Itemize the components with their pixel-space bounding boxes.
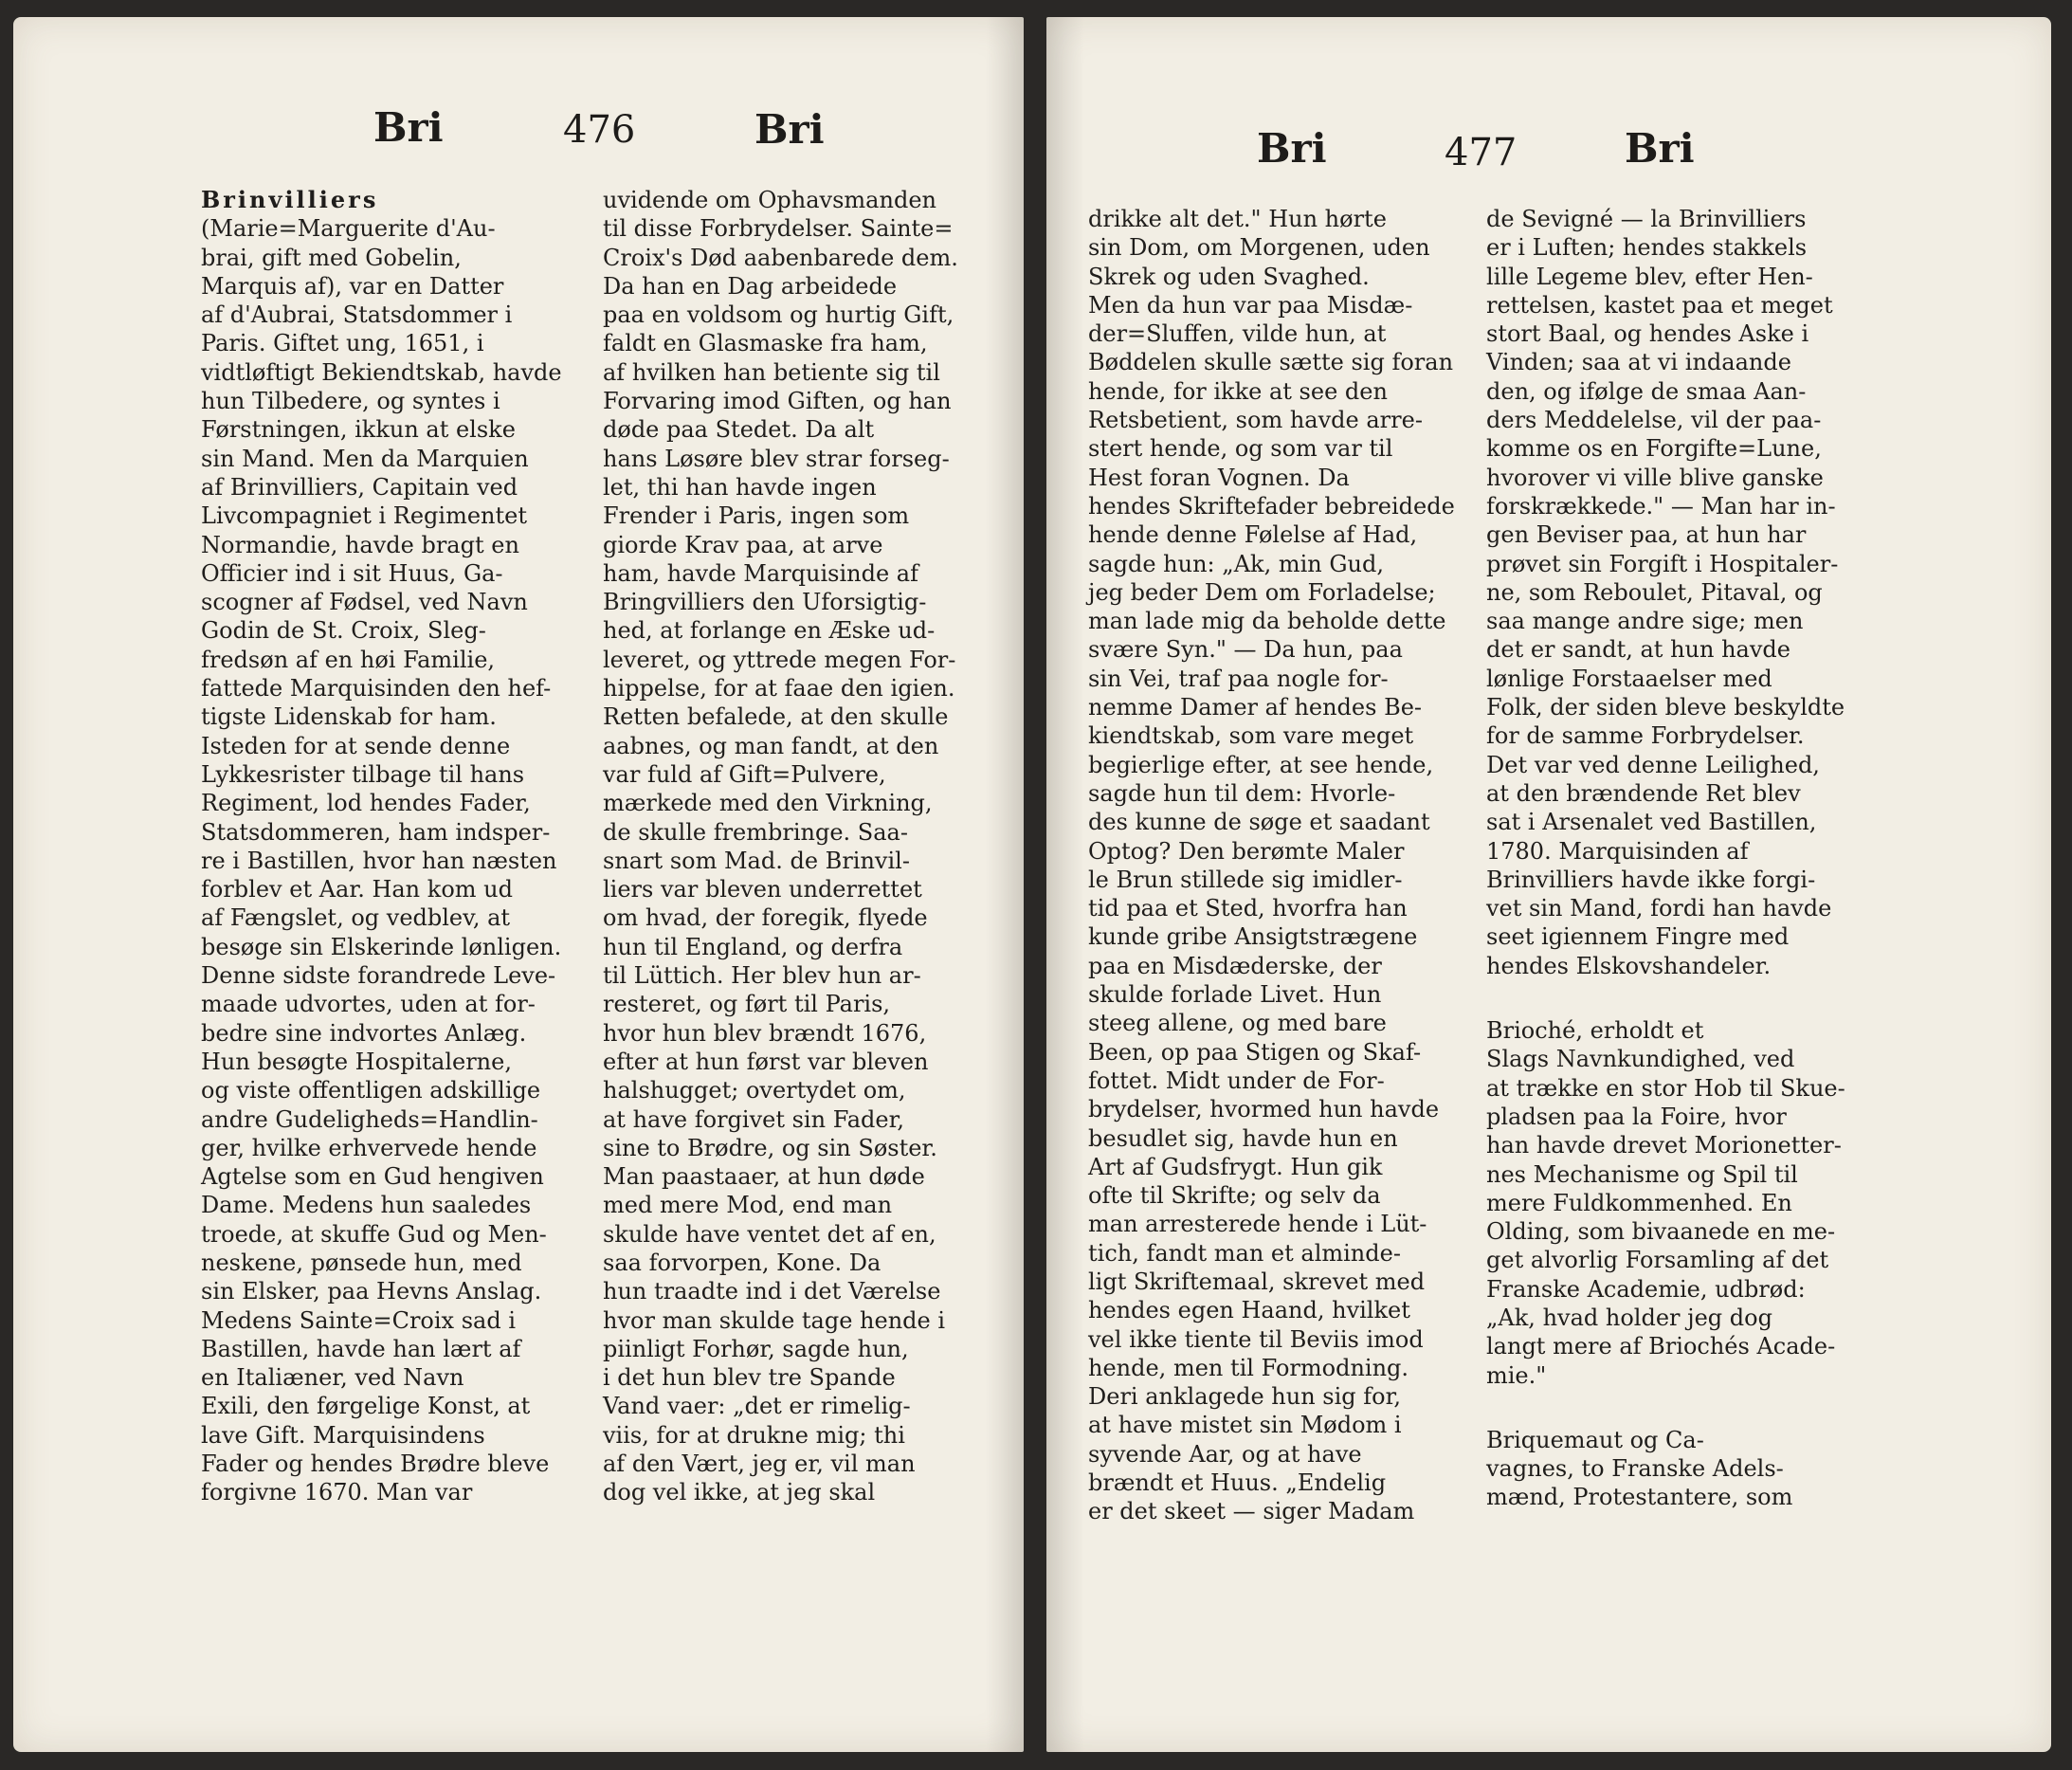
text-line: Denne sidste forandrede Leve-	[201, 962, 556, 990]
text-line: brændt et Huus. „Endelig	[1088, 1469, 1387, 1497]
text-line: med mere Mod, end man	[603, 1192, 893, 1219]
text-line: halshugget; overtydet om,	[603, 1077, 906, 1104]
text-line: Normandie, havde bragt en	[201, 531, 519, 558]
left-running-head-left: Bri	[373, 104, 444, 151]
text-line: ger, hvilke erhvervede hende	[201, 1134, 537, 1161]
text-line: at have mistet sin Mødom i	[1088, 1412, 1402, 1439]
text-line: er det skeet — siger Madam	[1088, 1498, 1415, 1525]
left-page-column-1	[201, 186, 584, 1507]
text-line: Livcompagniet i Regimentet	[201, 502, 527, 530]
text-line: Slags Navnkundighed, ved	[1486, 1046, 1795, 1073]
text-line: Art af Gudsfrygt. Hun gik	[1088, 1153, 1383, 1180]
text-line: Croix's Død aabenbarede dem.	[603, 244, 958, 271]
text-line: Agtelse som en Gud hengiven	[201, 1163, 544, 1191]
text-line: get alvorlig Forsamling af det	[1486, 1247, 1829, 1274]
text-line: aabnes, og man fandt, at den	[603, 732, 939, 759]
text-line: for de samme Forbrydelser.	[1486, 722, 1805, 750]
text-line: Frender i Paris, ingen som	[603, 502, 910, 530]
text-line: sin Elsker, paa Hevns Anslag.	[201, 1278, 542, 1305]
text-line: i det hun blev tre Spande	[603, 1364, 896, 1392]
text-line: hende denne Følelse af Had,	[1088, 521, 1418, 549]
text-line: jeg beder Dem om Forladelse;	[1088, 578, 1436, 606]
text-line: besøge sin Elskerinde lønligen.	[201, 933, 562, 960]
text-line: let, thi han havde ingen	[603, 473, 877, 501]
text-line: hendes Skriftefader bebreidede	[1088, 492, 1455, 520]
text-line: døde paa Stedet. Da alt	[603, 416, 875, 444]
text-line: Optog? Den berømte Maler	[1088, 837, 1405, 865]
text-line: Retsbetient, som havde arre-	[1088, 407, 1423, 434]
text-line: nemme Damer af hendes Be-	[1088, 694, 1423, 721]
text-line: om hvad, der foregik, flyede	[603, 904, 928, 932]
text-line: Det var ved denne Leilighed,	[1486, 751, 1820, 778]
text-line: hvorover vi ville blive ganske	[1486, 464, 1824, 491]
spine-shadow	[1046, 17, 1084, 1752]
text-line: Briquemaut og Ca-	[1486, 1426, 1704, 1453]
right-running-head-right: Bri	[1625, 125, 1695, 172]
text-line: hans Løsøre blev strar forseg-	[603, 445, 950, 472]
text-line: andre Gudeligheds=Handlin-	[201, 1105, 538, 1133]
text-line: Brioché, erholdt et	[1486, 1017, 1704, 1045]
text-line: Olding, som bivaanede en me-	[1486, 1218, 1836, 1246]
text-line: uvidende om Ophavsmanden	[603, 187, 936, 213]
text-line: hvor man skulde tage hende i	[603, 1306, 946, 1334]
text-line: (Marie=Marguerite d'Au-	[201, 215, 496, 243]
text-line: Man paastaaer, at hun døde	[603, 1163, 925, 1191]
text-line: sine to Brødre, og sin Søster.	[603, 1134, 937, 1161]
text-line: pladsen paa la Foire, hvor	[1486, 1103, 1787, 1130]
text-line: forskrækkede." — Man har in-	[1486, 492, 1836, 520]
text-line: Brinvilliers havde ikke forgi-	[1486, 866, 1816, 893]
text-line: forgivne 1670. Man var	[201, 1479, 473, 1506]
text-line: er i Luften; hendes stakkels	[1486, 234, 1808, 262]
text-line: resteret, og ført til Paris,	[603, 991, 891, 1018]
text-line: seet igiennem Fingre med	[1486, 923, 1790, 951]
text-line: Fader og hendes Brødre bleve	[201, 1451, 550, 1478]
text-line: scogner af Fødsel, ved Navn	[201, 589, 528, 616]
text-line: tich, fandt man et alminde-	[1088, 1239, 1401, 1267]
text-line: re i Bastillen, hvor han næsten	[201, 847, 557, 874]
text-line: sin Dom, om Morgenen, uden	[1088, 234, 1430, 262]
text-line: Statsdommeren, ham indsper-	[201, 818, 551, 846]
text-line: saa forvorpen, Kone. Da	[603, 1249, 882, 1276]
text-line: Medens Sainte=Croix sad i	[201, 1306, 517, 1334]
right-page-number: 477	[1445, 131, 1518, 174]
text-line: hende, for ikke at see den	[1088, 377, 1388, 405]
text-line: og viste offentligen adskillige	[201, 1077, 541, 1104]
text-line: tid paa et Sted, hvorfra han	[1088, 895, 1408, 922]
right-page-column-2	[1486, 205, 1863, 1512]
text-line: Bøddelen skulle sætte sig foran	[1088, 349, 1454, 376]
text-line: vel ikke tiente til Beviis imod	[1088, 1325, 1424, 1353]
text-line: Førstningen, ikkun at elske	[201, 416, 516, 444]
text-line: at have forgivet sin Fader,	[603, 1105, 905, 1133]
text-line: Deri anklagede hun sig for,	[1088, 1383, 1402, 1411]
text-line: des kunne de søge et saadant	[1088, 809, 1430, 836]
text-line: Vand vaer: „det er rimelig-	[603, 1393, 911, 1420]
text-line: de Sevigné — la Brinvilliers	[1486, 206, 1807, 232]
text-line: Bastillen, havde han lært af	[201, 1335, 521, 1362]
text-line: Vinden; saa at vi indaande	[1486, 349, 1791, 376]
text-line: „Ak, hvad holder jeg dog	[1486, 1304, 1772, 1331]
text-line: neskene, pønsede hun, med	[201, 1249, 522, 1276]
text-line: viis, for at drukne mig; thi	[603, 1421, 905, 1449]
text-line: Lykkesrister tilbage til hans	[201, 760, 525, 788]
text-line: Bringvilliers den Uforsigtig-	[603, 589, 927, 616]
text-line: de skulle frembringe. Saa-	[603, 818, 908, 846]
text-line: mærkede med den Virkning,	[603, 790, 933, 817]
right-page-column-1	[1088, 205, 1463, 1526]
text-line: 1780. Marquisinden af	[1486, 837, 1749, 865]
right-page	[1046, 17, 2051, 1752]
text-line: hun til England, og derfra	[603, 933, 903, 960]
text-line: efter at hun først var bleven	[603, 1048, 929, 1075]
text-line: tigste Lidenskab for ham.	[201, 703, 497, 731]
text-line: Skrek og uden Svaghed.	[1088, 263, 1370, 290]
text-line: en Italiæner, ved Navn	[201, 1364, 464, 1392]
text-line: ne, som Reboulet, Pitaval, og	[1486, 578, 1823, 606]
text-line: han havde drevet Morionetter-	[1486, 1132, 1842, 1159]
text-line: hendes egen Haand, hvilket	[1088, 1297, 1410, 1324]
text-line: af Fængslet, og vedblev, at	[201, 904, 511, 932]
text-line: forblev et Aar. Han kom ud	[201, 876, 513, 903]
text-line: sat i Arsenalet ved Bastillen,	[1486, 809, 1817, 836]
text-line: hun traadte ind i det Værelse	[603, 1278, 941, 1305]
entry-separator	[1486, 980, 1863, 1016]
text-line: lille Legeme blev, efter Hen-	[1486, 263, 1813, 290]
text-line: hed, at forlange en Æske ud-	[603, 617, 936, 645]
text-line: komme os en Forgifte=Lune,	[1486, 435, 1822, 463]
text-line: rettelsen, kastet paa et meget	[1486, 291, 1833, 319]
text-line: vagnes, to Franske Adels-	[1486, 1455, 1784, 1483]
text-line: drikke alt det." Hun hørte	[1088, 206, 1387, 232]
text-line: snart som Mad. de Brinvil-	[603, 847, 910, 874]
spine-shadow	[986, 17, 1024, 1752]
text-line: Isteden for at sende denne	[201, 732, 511, 759]
text-line: begierlige efter, at see hende,	[1088, 751, 1434, 778]
text-line: man lade mig da beholde dette	[1088, 608, 1446, 635]
text-line: stert hende, og som var til	[1088, 435, 1393, 463]
text-line: var fuld af Gift=Pulvere,	[603, 760, 886, 788]
text-line: Paris. Giftet ung, 1651, i	[201, 330, 484, 357]
text-line: Folk, der siden bleve beskyldte	[1486, 694, 1845, 721]
text-line: lave Gift. Marquisindens	[201, 1421, 485, 1449]
text-line: af hvilken han betiente sig til	[603, 358, 940, 386]
text-line: Marquis af), var en Datter	[201, 272, 504, 300]
text-line: kunde gribe Ansigtstrægene	[1088, 923, 1418, 951]
text-line: Brinvilliers	[201, 186, 379, 213]
text-line: hippelse, for at faae den igien.	[603, 675, 955, 703]
text-line: sin Mand. Men da Marquien	[201, 445, 529, 472]
text-line: den, og ifølge de smaa Aan-	[1486, 377, 1807, 405]
text-line: mænd, Protestantere, som	[1486, 1484, 1793, 1511]
right-running-head-left: Bri	[1257, 125, 1327, 172]
text-line: dog vel ikke, at jeg skal	[603, 1479, 876, 1506]
text-line: Officier ind i sit Huus, Ga-	[201, 559, 503, 587]
left-page-number: 476	[563, 108, 636, 152]
text-line: hendes Elskovshandeler.	[1486, 952, 1772, 979]
text-line: der=Sluffen, vilde hun, at	[1088, 320, 1387, 348]
text-line: Godin de St. Croix, Sleg-	[201, 617, 486, 645]
text-line: at trække en stor Hob til Skue-	[1486, 1074, 1845, 1102]
text-line: giorde Krav paa, at arve	[603, 531, 883, 558]
text-line: prøvet sin Forgift i Hospitaler-	[1486, 550, 1839, 577]
text-line: skulde have ventet det af en,	[603, 1220, 936, 1248]
text-line: piinligt Forhør, sagde hun,	[603, 1335, 909, 1362]
text-line: lønlige Forstaaelser med	[1486, 665, 1772, 692]
text-line: paa en Misdæderske, der	[1088, 952, 1382, 979]
text-line: maade udvortes, uden at for-	[201, 991, 536, 1018]
text-line: nes Mechanisme og Spil til	[1486, 1160, 1798, 1188]
text-line: man arresterede hende i Lüt-	[1088, 1211, 1427, 1238]
text-line: af den Vært, jeg er, vil man	[603, 1451, 916, 1478]
text-line: gen Beviser paa, at hun har	[1486, 521, 1807, 549]
text-line: ham, havde Marquisinde af	[603, 559, 918, 587]
text-line: Dame. Medens hun saaledes	[201, 1192, 532, 1219]
text-line: faldt en Glasmaske fra ham,	[603, 330, 928, 357]
text-line: hvor hun blev brændt 1676,	[603, 1019, 927, 1047]
text-line: Retten befalede, at den skulle	[603, 703, 949, 731]
text-line: vidtløftigt Bekiendtskab, havde	[201, 358, 562, 386]
text-line: troede, at skuffe Gud og Men-	[201, 1220, 547, 1248]
left-running-head-right: Bri	[754, 106, 825, 153]
text-line: mere Fuldkommenhed. En	[1486, 1189, 1792, 1216]
text-line: fottet. Midt under de For-	[1088, 1067, 1385, 1094]
text-line: stort Baal, og hendes Aske i	[1486, 320, 1809, 348]
text-line: sin Vei, traf paa nogle for-	[1088, 665, 1389, 692]
text-line: syvende Aar, og at have	[1088, 1440, 1362, 1468]
text-line: Been, op paa Stigen og Skaf-	[1088, 1038, 1422, 1066]
left-page	[13, 17, 1024, 1752]
text-line: brydelser, hvormed hun havde	[1088, 1096, 1440, 1123]
entry-separator	[1486, 1390, 1863, 1426]
text-line: besudlet sig, havde hun en	[1088, 1124, 1398, 1152]
text-line: af Brinvilliers, Capitain ved	[201, 473, 518, 501]
text-line: skulde forlade Livet. Hun	[1088, 981, 1382, 1009]
text-line: af d'Aubrai, Statsdommer i	[201, 301, 513, 329]
text-line: det er sandt, at hun havde	[1486, 636, 1790, 664]
text-line: liers var bleven underrettet	[603, 876, 922, 903]
text-line: Hun besøgte Hospitalerne,	[201, 1048, 512, 1075]
text-line: Men da hun var paa Misdæ-	[1088, 291, 1413, 319]
text-line: bedre sine indvortes Anlæg.	[201, 1019, 527, 1047]
text-line: steeg allene, og med bare	[1088, 1010, 1387, 1037]
text-line: hun Tilbedere, og syntes i	[201, 388, 500, 415]
text-line: Forvaring imod Giften, og han	[603, 388, 952, 415]
text-line: ligt Skriftemaal, skrevet med	[1088, 1268, 1426, 1295]
text-line: at den brændende Ret blev	[1486, 779, 1801, 807]
text-line: paa en voldsom og hurtig Gift,	[603, 301, 954, 329]
text-line: saa mange andre sige; men	[1486, 608, 1804, 635]
text-line: Da han en Dag arbeidede	[603, 272, 898, 300]
text-line: ofte til Skrifte; og selv da	[1088, 1182, 1381, 1210]
text-line: kiendtskab, som vare meget	[1088, 722, 1414, 750]
text-line: fredsøn af en høi Familie,	[201, 646, 496, 673]
text-line: ders Meddelelse, vil der paa-	[1486, 407, 1822, 434]
text-line: Hest foran Vognen. Da	[1088, 464, 1350, 491]
text-line: le Brun stillede sig imidler-	[1088, 866, 1403, 893]
text-line: sagde hun: „Ak, min Gud,	[1088, 550, 1384, 577]
text-line: svære Syn." — Da hun, paa	[1088, 636, 1403, 664]
left-page-column-2	[603, 186, 988, 1507]
text-line: mie."	[1486, 1361, 1547, 1389]
text-line: langt mere af Briochés Acade-	[1486, 1333, 1836, 1360]
text-line: brai, gift med Gobelin,	[201, 244, 462, 271]
text-line: hende, men til Formodning.	[1088, 1354, 1409, 1381]
text-line: vet sin Mand, fordi han havde	[1486, 895, 1832, 922]
text-line: leveret, og yttrede megen For-	[603, 646, 956, 673]
text-line: fattede Marquisinden den hef-	[201, 675, 552, 703]
text-line: Regiment, lod hendes Fader,	[201, 790, 531, 817]
text-line: Exili, den førgelige Konst, at	[201, 1393, 531, 1420]
text-line: Franske Academie, udbrød:	[1486, 1275, 1806, 1303]
text-line: til Lüttich. Her blev hun ar-	[603, 962, 921, 990]
text-line: til disse Forbrydelser. Sainte=	[603, 215, 954, 243]
text-line: sagde hun til dem: Hvorle-	[1088, 779, 1396, 807]
